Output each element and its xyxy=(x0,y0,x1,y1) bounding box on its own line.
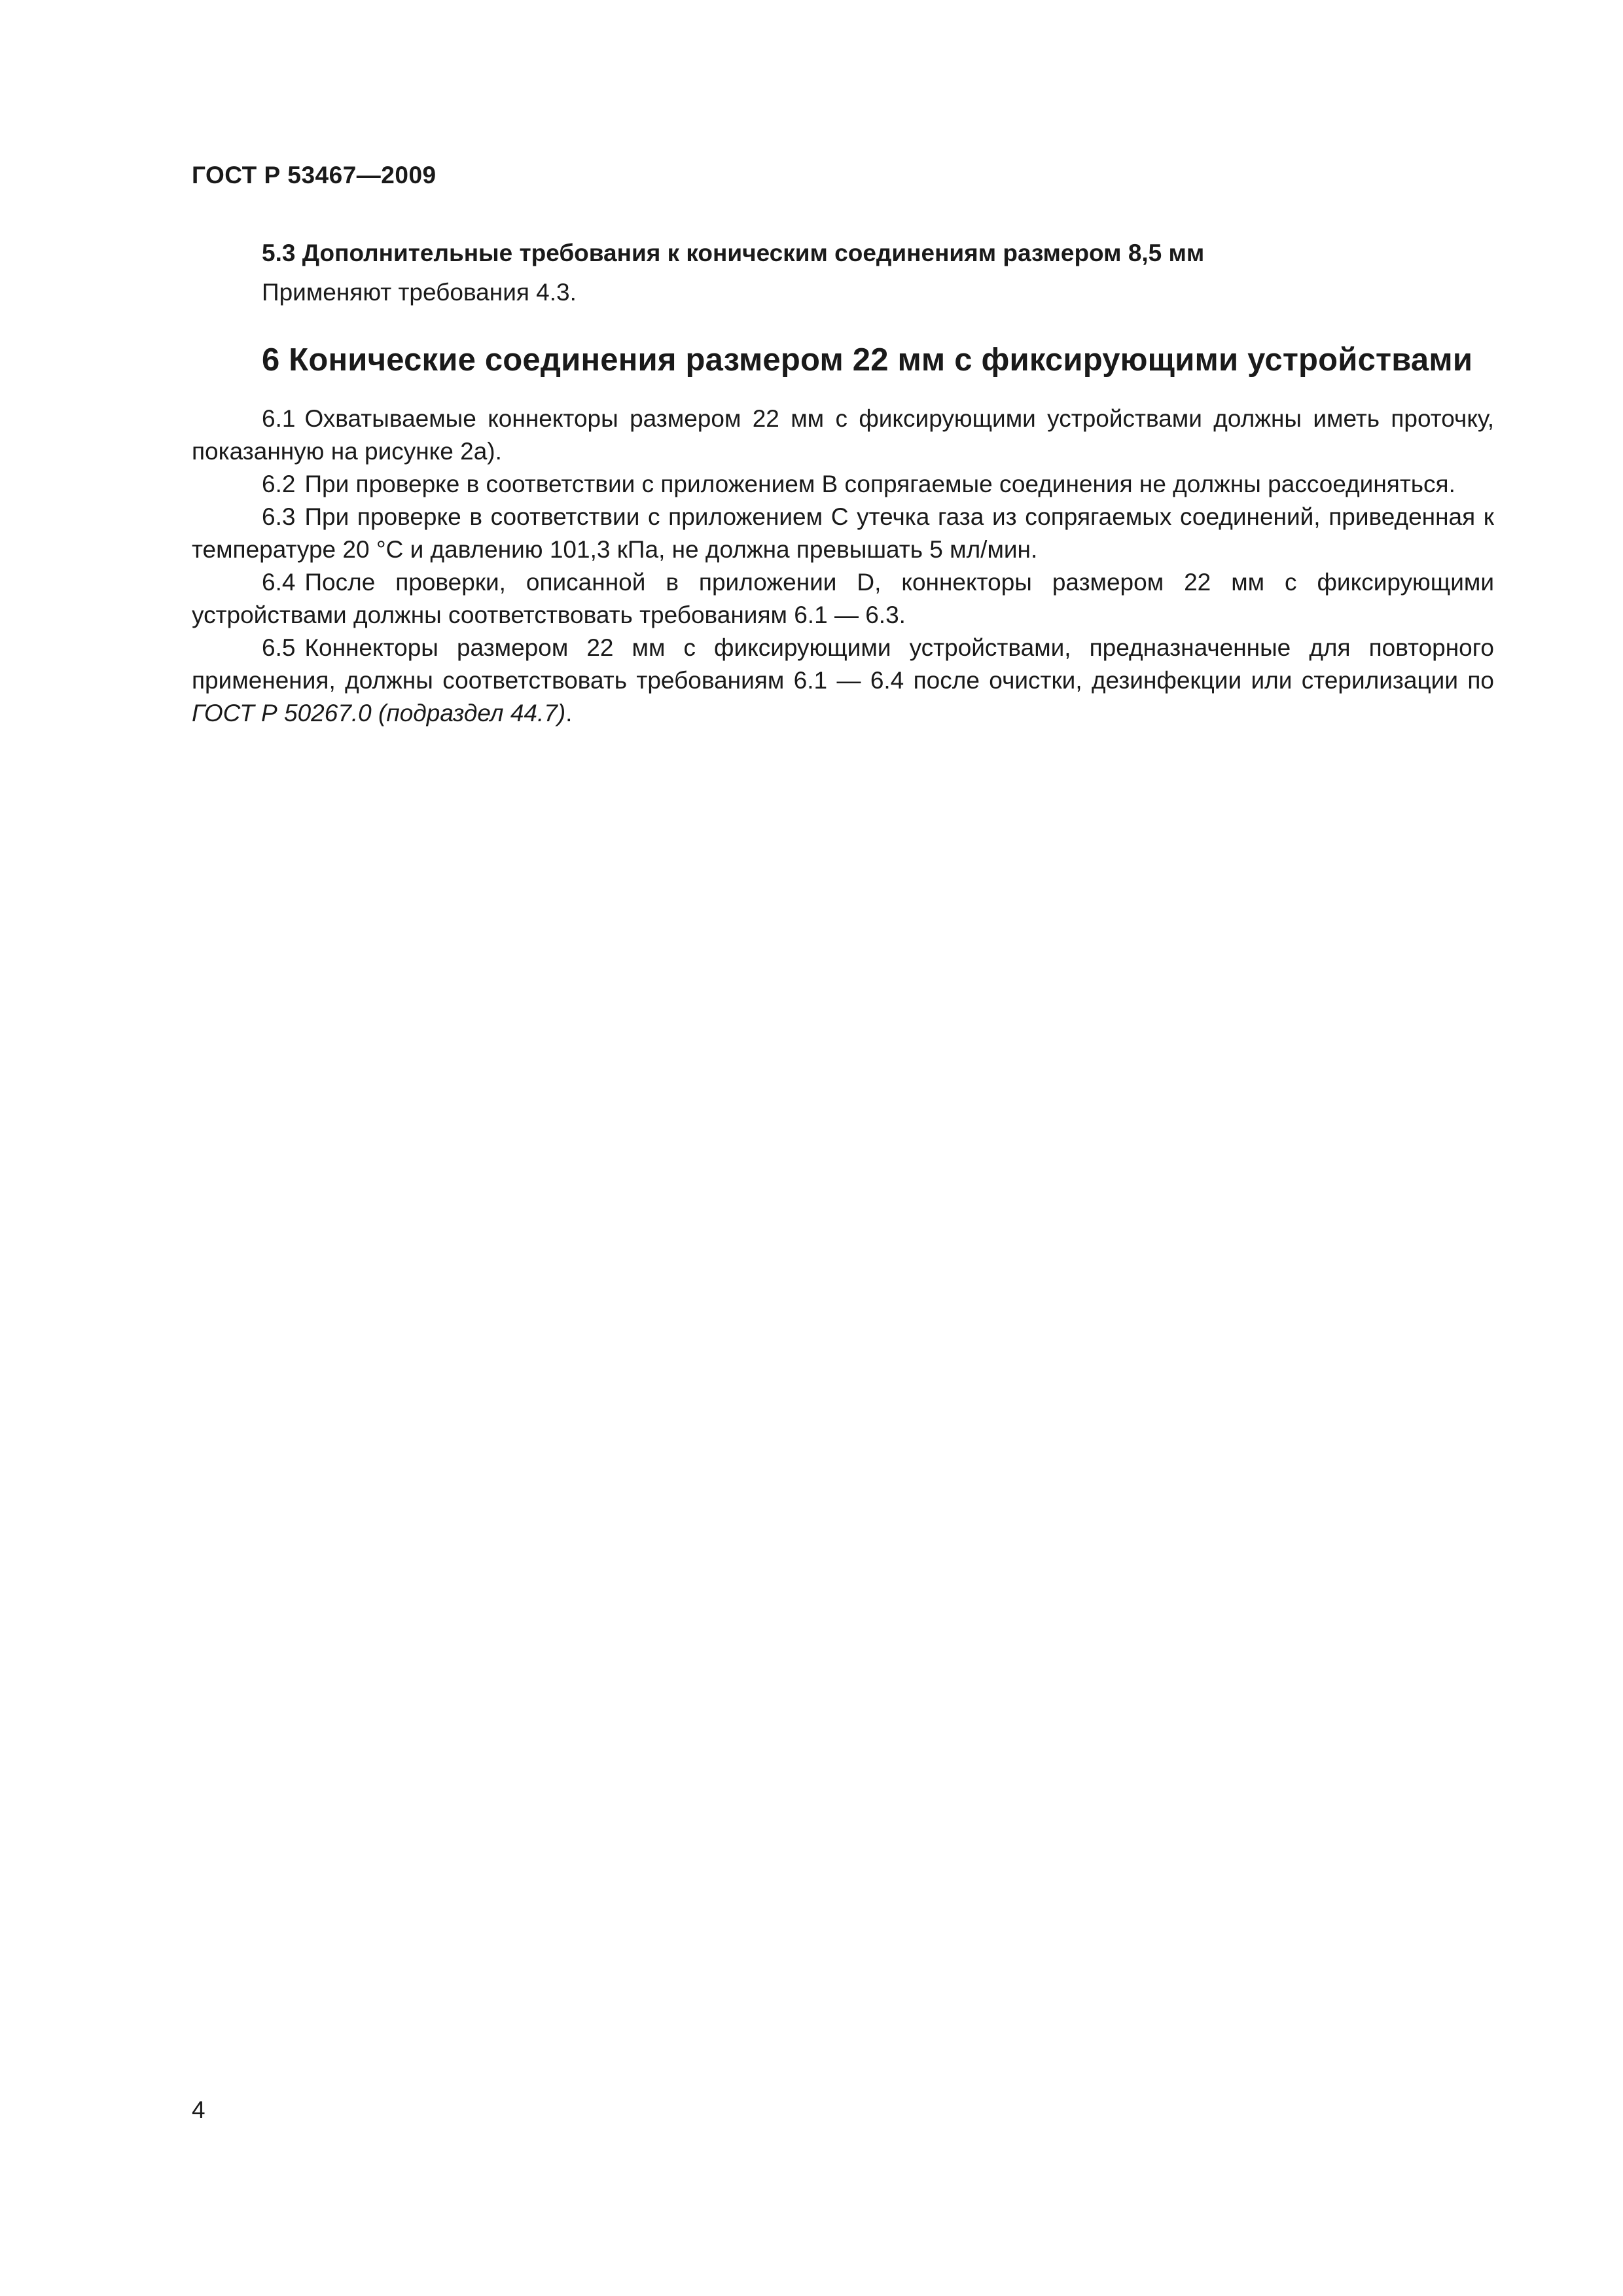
paragraph-6-3 xyxy=(192,501,1494,566)
page-number: 4 xyxy=(192,2096,205,2123)
paragraph-6-2 xyxy=(192,468,1494,501)
paragraph-6-1 xyxy=(192,403,1494,468)
paragraph-number: 6.3 xyxy=(262,503,296,530)
paragraph-text: При проверке в соответствии с приложением С утечка газа из сопрягаемых соединений, приведенная к температуре 20 °С и давлению 101,3 кПа, не должна превышать 5 мл/мин. xyxy=(192,503,1494,563)
paragraph-text: После проверки, описанной в приложении D, коннекторы размером 22 мм с фиксирующими устройствами должны соответствовать требованиям 6.1 — 6.3. xyxy=(192,569,1494,628)
paragraph-number: 6.1 xyxy=(262,405,296,432)
subsection-5-3-body: Применяют требования 4.3. xyxy=(262,279,577,306)
paragraph-end: . xyxy=(565,700,573,726)
paragraph-6-4 xyxy=(192,566,1494,632)
paragraph-number: 6.5 xyxy=(262,634,296,661)
document-id-header: ГОСТ Р 53467—2009 xyxy=(192,162,437,188)
subsection-5-3-title: 5.3 Дополнительные требования к коническим соединениям размером 8,5 мм xyxy=(262,240,1205,266)
paragraph-6-5 xyxy=(192,632,1494,730)
paragraph-number: 6.4 xyxy=(262,569,296,596)
paragraph-text: Коннекторы размером 22 мм с фиксирующими устройствами, предназначенные для повторного применения, должны соответствовать требованиям 6.1 — 6.4 после очистки, дезинфекции или стерилизации по xyxy=(192,634,1494,694)
standard-reference: ГОСТ Р 50267.0 (подраздел 44.7) xyxy=(192,700,566,726)
paragraph-number: 6.2 xyxy=(262,471,296,497)
paragraph-text: При проверке в соответствии с приложением В сопрягаемые соединения не должны рассоединяться. xyxy=(304,471,1455,497)
section-6-body xyxy=(192,403,1494,730)
paragraph-text: Охватываемые коннекторы размером 22 мм с фиксирующими устройствами должны иметь проточку, показанную на рисунке 2а). xyxy=(192,405,1494,465)
section-6-title: 6 Конические соединения размером 22 мм с фиксирующими устройствами xyxy=(262,342,1473,378)
